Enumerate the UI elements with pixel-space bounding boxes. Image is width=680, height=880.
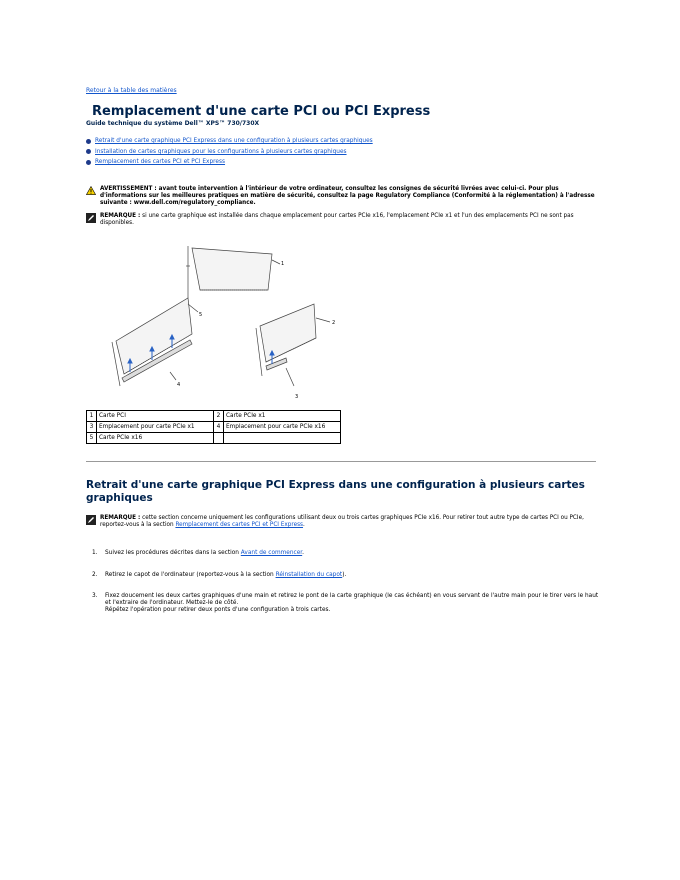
legend-number: 1 (87, 411, 97, 422)
step-text: Retirez le capot de l'ordinateur (reportez-vous à la section Réinstallation du capot). (105, 572, 347, 578)
toc-item (86, 136, 373, 147)
back-to-toc-link[interactable]: Retour à la table des matières (86, 87, 177, 94)
pci-cards-figure (100, 246, 350, 404)
note-notice (86, 515, 596, 529)
bullet-icon (86, 149, 91, 154)
section-divider (86, 461, 596, 462)
note-notice (86, 213, 596, 227)
bullet-icon (86, 139, 91, 144)
callout-3: 3 (295, 394, 299, 400)
note-pencil-icon (86, 213, 96, 227)
toc-link[interactable]: Remplacement des cartes PCI et PCI Express (95, 159, 226, 166)
toc-link[interactable]: Retrait d'une carte graphique PCI Express dans une configuration à plusieurs cartes graphiques (95, 138, 373, 145)
bullet-icon (86, 160, 91, 165)
note-text: REMARQUE : si une carte graphique est installée dans chaque emplacement pour cartes PCIe x16, l'emplacement PCIe x1 et l'un des emplacements PCI ne sont pas disponibles. (100, 213, 574, 226)
cover-reinstall-link[interactable]: Réinstallation du capot (275, 572, 343, 578)
legend-number (214, 433, 224, 444)
legend-number: 2 (214, 411, 224, 422)
legend-number: 3 (87, 422, 97, 433)
table-row (87, 422, 341, 433)
callout-5: 5 (199, 312, 203, 318)
before-you-begin-link[interactable]: Avant de commencer (240, 550, 303, 556)
legend-label: Emplacement pour carte PCIe x16 (224, 422, 341, 433)
section-title: Retrait d'une carte graphique PCI Express dans une configuration à plusieurs cartes graphiques (86, 479, 585, 504)
callout-2: 2 (332, 320, 336, 326)
legend-number: 4 (214, 422, 224, 433)
warning-triangle-icon (86, 186, 96, 207)
toc-link[interactable]: Installation de cartes graphiques pour les configurations à plusieurs cartes graphiques (95, 148, 347, 155)
legend-label (224, 433, 341, 444)
warning-notice (86, 186, 596, 207)
legend-label: Carte PCIe x1 (224, 411, 341, 422)
warning-text: AVERTISSEMENT : avant toute intervention à l'intérieur de votre ordinateur, consultez les consignes de sécurité livrées avec celui-ci. Pour plus d'informations sur les meilleures pratiques en matière de sécurité, consultez la page Regulatory Compliance (Conformité à la réglementation) à l'adresse suivante : www.dell.com/regulatory_compliance. (100, 186, 595, 206)
step-number: 3. (92, 593, 98, 599)
toc-item (86, 147, 373, 158)
callout-4: 4 (177, 382, 181, 388)
table-row (87, 411, 341, 422)
step-text: Fixez doucement les deux cartes graphiques d'une main et retirez le pont de la carte graphique (le cas échéant) en vous servant de l'autre main pour le tirer vers le haut et l'extraire de l'ordinateur. Mettez-le de côté. Répétez l'opération pour retirer deux ponts d'une configuration à trois cartes. (105, 593, 599, 613)
step-number: 2. (92, 572, 98, 578)
legend-label: Carte PCIe x16 (97, 433, 214, 444)
page-subtitle: Guide technique du système Dell™ XPS™ 730/730X (86, 120, 260, 127)
toc-list (86, 136, 373, 168)
step-text: Suivez les procédures décrites dans la section Avant de commencer. (105, 550, 304, 556)
pci-cards-illustration (100, 246, 350, 404)
legend-number: 5 (87, 433, 97, 444)
pci-replacement-link[interactable]: Remplacement des cartes PCI et PCI Express (175, 522, 304, 528)
step-number: 1. (92, 550, 98, 556)
legend-label: Carte PCI (97, 411, 214, 422)
note-pencil-icon (86, 515, 96, 529)
page-title: Remplacement d'une carte PCI ou PCI Express (92, 104, 431, 119)
figure-legend-table (86, 410, 341, 444)
legend-label: Emplacement pour carte PCIe x1 (97, 422, 214, 433)
note-text: REMARQUE : cette section concerne uniquement les configurations utilisant deux ou trois cartes graphiques PCIe x16. Pour retirer tout autre type de cartes PCI ou PCIe, reportez-vous à la section Remplacement des cartes PCI et PCI Express. (100, 515, 584, 528)
table-row (87, 433, 341, 444)
toc-item (86, 157, 373, 168)
callout-1: 1 (281, 261, 285, 267)
